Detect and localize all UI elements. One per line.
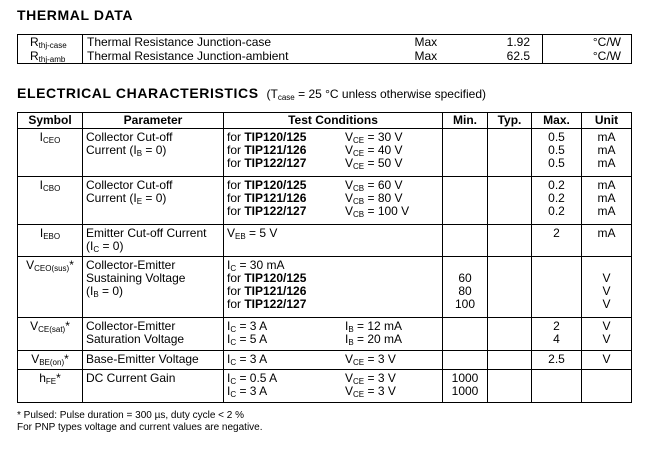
col-header-test-conditions: Test Conditions xyxy=(224,113,443,129)
typ-iceo xyxy=(488,129,532,177)
cond-iebo: $V_{EB} = 5$ V xyxy=(224,225,443,257)
min-vbe-on xyxy=(443,351,488,370)
typ-vce-sat xyxy=(488,318,532,351)
symbol-hfe: $h_{FE}*$ xyxy=(18,370,83,403)
param-vceo-sus: Collector-Emitter Sustaining Voltage $(I_B = 0)$ xyxy=(83,257,224,318)
table-row xyxy=(18,49,632,64)
min-icbo xyxy=(443,177,488,225)
unit-icbo: mA mA mA xyxy=(582,177,632,225)
max-iebo: 2 xyxy=(532,225,582,257)
col-header-min: Min. xyxy=(443,113,488,129)
param-hfe: DC Current Gain xyxy=(83,370,224,403)
thermal-param: Thermal Resistance Junction-ambient xyxy=(83,49,383,64)
max-vceo-sus xyxy=(532,257,582,318)
min-vce-sat xyxy=(443,318,488,351)
param-iebo: Emitter Cut-off Current $(I_C = 0)$ xyxy=(83,225,224,257)
typ-vbe-on xyxy=(488,351,532,370)
typ-iebo xyxy=(488,225,532,257)
col-header-max: Max. xyxy=(532,113,582,129)
footnotes xyxy=(17,410,263,434)
thermal-value: 62.5 xyxy=(457,49,543,64)
cond-iceo: for TIP120/125 $V_{CE} = 30$ V for TIP121/126 $V_{CE} = 40$ V for TIP122/127 $V_{CE} = 50$ V xyxy=(224,129,443,177)
table-header-row xyxy=(18,113,632,129)
thermal-symbol: $R_{thj-amb}$ xyxy=(18,49,83,64)
symbol-vbe-on: $V_{BE(on)}*$ xyxy=(18,351,83,370)
thermal-table xyxy=(17,34,632,64)
cond-vce-sat: $I_C = 3$ A $I_B = 12$ mA $I_C = 5$ A $I_B = 20$ mA xyxy=(224,318,443,351)
max-hfe xyxy=(532,370,582,403)
unit-iceo: mA mA mA xyxy=(582,129,632,177)
max-vbe-on: 2.5 xyxy=(532,351,582,370)
table-row xyxy=(18,225,632,257)
thermal-limit: Max xyxy=(383,49,457,64)
symbol-vceo-sus: $V_{CEO(sus)}*$ xyxy=(18,257,83,318)
thermal-param: Thermal Resistance Junction-case xyxy=(83,35,383,50)
max-vce-sat: 2 4 xyxy=(532,318,582,351)
cond-vbe-on: $I_C = 3$ A $V_{CE} = 3$ V xyxy=(224,351,443,370)
thermal-symbol: $R_{thj-case}$ xyxy=(18,35,83,50)
symbol-vce-sat: $V_{CE(sat)}*$ xyxy=(18,318,83,351)
col-header-symbol: Symbol xyxy=(18,113,83,129)
unit-hfe xyxy=(582,370,632,403)
min-iebo xyxy=(443,225,488,257)
param-icbo: Collector Cut-off Current $(I_E = 0)$ xyxy=(83,177,224,225)
symbol-iebo: $I_{EBO}$ xyxy=(18,225,83,257)
cond-hfe: $I_C = 0.5$ A $V_{CE} = 3$ V $I_C = 3$ A $V_{CE} = 3$ V xyxy=(224,370,443,403)
table-row xyxy=(18,35,632,50)
table-row xyxy=(18,257,632,318)
max-iceo: 0.5 0.5 0.5 xyxy=(532,129,582,177)
typ-hfe xyxy=(488,370,532,403)
param-vce-sat: Collector-Emitter Saturation Voltage xyxy=(83,318,224,351)
typ-icbo xyxy=(488,177,532,225)
cond-icbo: for TIP120/125 $V_{CB} = 60$ V for TIP121/126 $V_{CB} = 80$ V for TIP122/127 $V_{CB} = 100$ V xyxy=(224,177,443,225)
unit-iebo: mA xyxy=(582,225,632,257)
col-header-parameter: Parameter xyxy=(83,113,224,129)
unit-vce-sat: V V xyxy=(582,318,632,351)
param-iceo: Collector Cut-off Current $(I_B = 0)$ xyxy=(83,129,224,177)
thermal-value: 1.92 xyxy=(457,35,543,50)
thermal-limit: Max xyxy=(383,35,457,50)
symbol-icbo: $I_{CBO}$ xyxy=(18,177,83,225)
param-vbe-on: Base-Emitter Voltage xyxy=(83,351,224,370)
thermal-data-heading: THERMAL DATA xyxy=(17,7,134,23)
table-row xyxy=(18,318,632,351)
unit-vbe-on: V xyxy=(582,351,632,370)
table-row xyxy=(18,177,632,225)
cond-vceo-sus: $I_C = 30$ mA for TIP120/125 for TIP121/126 for TIP122/127 xyxy=(224,257,443,318)
typ-vceo-sus xyxy=(488,257,532,318)
symbol-iceo: $I_{CEO}$ xyxy=(18,129,83,177)
footnote-pnp: For PNP types voltage and current values are negative. xyxy=(17,422,263,433)
electrical-table xyxy=(17,112,632,403)
table-row xyxy=(18,370,632,403)
table-row xyxy=(18,129,632,177)
table-row xyxy=(18,351,632,370)
thermal-unit: °C/W xyxy=(543,35,632,50)
min-iceo xyxy=(443,129,488,177)
thermal-unit: °C/W xyxy=(543,49,632,64)
min-vceo-sus: 60 80 100 xyxy=(443,257,488,318)
max-icbo: 0.2 0.2 0.2 xyxy=(532,177,582,225)
col-header-typ: Typ. xyxy=(488,113,532,129)
min-hfe: 1000 1000 xyxy=(443,370,488,403)
col-header-unit: Unit xyxy=(582,113,632,129)
electrical-heading: ELECTRICAL CHARACTERISTICS ($T_{case} = 25$ °C unless otherwise specified) xyxy=(17,85,486,102)
unit-vceo-sus: V V V xyxy=(582,257,632,318)
electrical-conditions-note: ($T_{case} = 25$ °C unless otherwise specified) xyxy=(266,87,486,102)
footnote-pulsed: * Pulsed: Pulse duration = 300 µs, duty cycle < 2 % xyxy=(17,410,245,421)
